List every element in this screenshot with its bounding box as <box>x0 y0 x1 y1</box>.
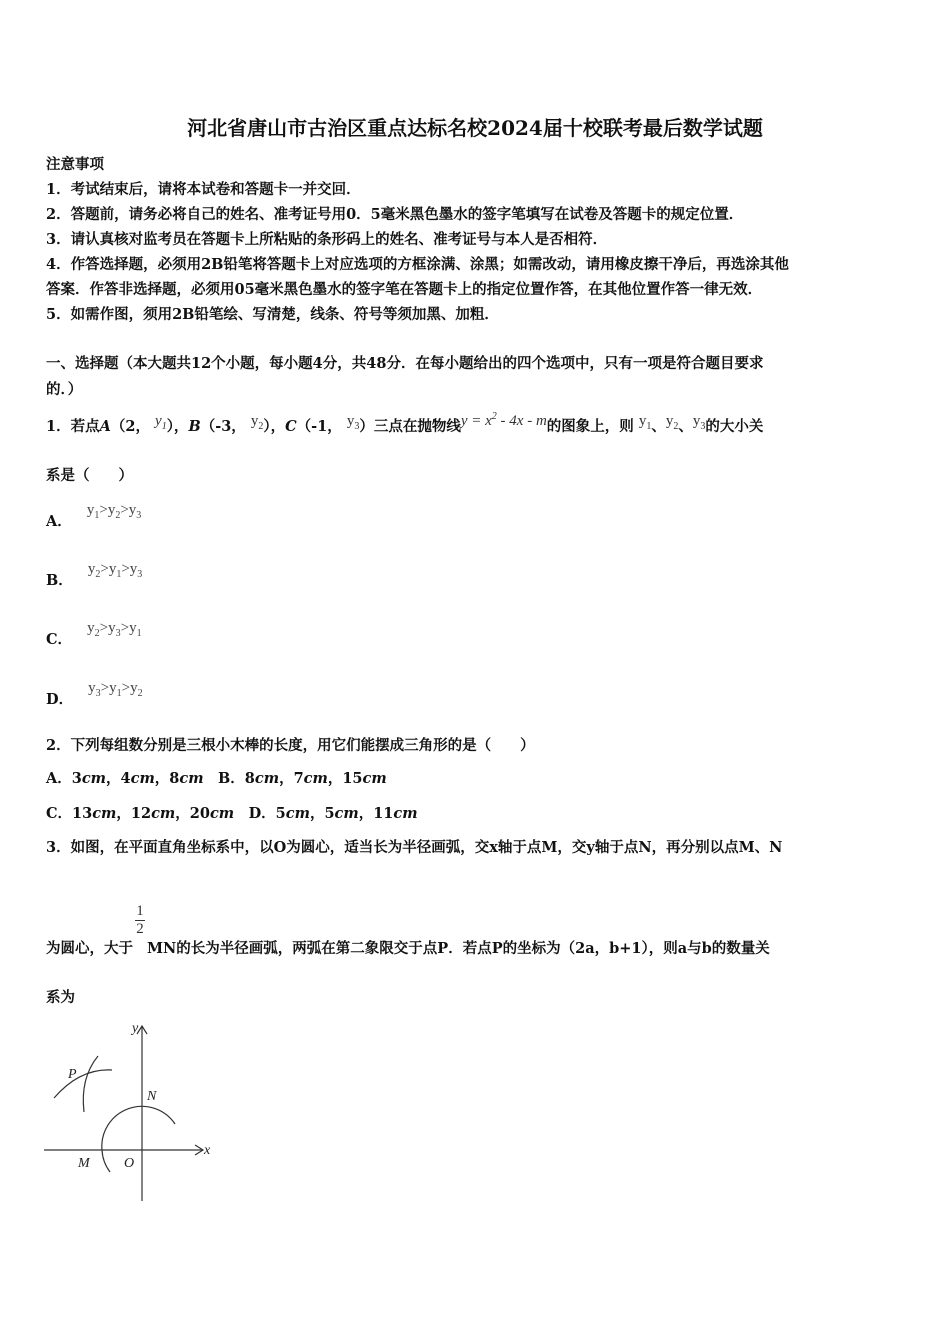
notice-item-4: 4．作答选择题，必须用2B铅笔将答题卡上对应选项的方框涂满、涂黑；如需改动，请用橡皮擦干净后，再选涂其他 <box>46 256 789 273</box>
question-3-stem: 3．如图，在平面直角坐标系中，以O为圆心，适当长为半径画弧，交x轴于点M，交y轴于点N，再分别以点M、N <box>46 839 783 856</box>
notice-item-3: 3．请认真核对监考员在答题卡上所粘贴的条形码上的姓名、准考证号与本人是否相符． <box>46 231 608 248</box>
y3-symbol: $y_3$ <box>346 413 360 432</box>
option-c[interactable]: C． $y_2>y_3>y_1$ <box>46 620 142 648</box>
question-1-stem: 1．若点A（2， $y_1$），B（-3， $y_2$），C（-1， $y_3$）三点在抛物线$y = x^2 - 4x - m$的图象上，则 $y_1$、$y_2$、$y_3$的大小关 <box>46 411 764 435</box>
option-a[interactable]: A． $y_1>y_2>y_3$ <box>46 502 142 530</box>
notice-heading: 注意事项 <box>46 156 104 173</box>
notice-item-2: 2．答题前，请务必将自己的姓名、准考证号用0．5毫米黑色墨水的签字笔填写在试卷及答题卡的规定位置． <box>46 206 744 223</box>
section-heading: 一、选择题（本大题共12个小题，每小题4分，共48分．在每小题给出的四个选项中，只有一项是符合题目要求 <box>46 355 764 372</box>
label-y: y <box>132 1021 139 1036</box>
label-p: P <box>68 1067 77 1082</box>
question-2-options-ab: A．3cm，4cm，8cm B．8cm，7cm，15cm <box>46 770 387 787</box>
page-title: 河北省唐山市古治区重点达标名校2024届十校联考最后数学试题 <box>187 116 763 140</box>
question-2-options-cd: C．13cm，12cm，20cm D．5cm，5cm，11cm <box>46 805 418 822</box>
option-d[interactable]: D． $y_3>y_1>y_2$ <box>46 680 143 708</box>
label-m: M <box>78 1156 90 1171</box>
notice-item-1: 1．考试结束后，请将本试卷和答题卡一并交回． <box>46 181 361 198</box>
coordinate-figure <box>40 1018 220 1208</box>
parabola-equation: $y = x^2 - 4x - m$ <box>460 411 547 429</box>
notice-item-4-cont: 答案．作答非选择题，必须用05毫米黑色墨水的签字笔在答题卡上的指定位置作答，在其他位置作答一律无效． <box>46 281 763 298</box>
label-o: O <box>124 1156 135 1171</box>
question-1-stem-cont: 系是（ ） <box>46 467 133 484</box>
label-x: x <box>204 1143 211 1158</box>
section-heading-cont: 的．） <box>46 381 83 398</box>
y2-symbol: $y_2$ <box>250 413 264 432</box>
y1-symbol: $y_1$ <box>155 413 167 432</box>
arc-from-n <box>83 1056 98 1112</box>
question-3-stem-end: 系为 <box>46 989 75 1006</box>
question-2-stem: 2．下列每组数分别是三根小木棒的长度，用它们能摆成三角形的是（ ） <box>46 737 535 754</box>
arc-center-o-lower <box>102 1150 110 1172</box>
notice-item-5: 5．如需作图，须用2B铅笔绘、写清楚，线条、符号等须加黑、加粗． <box>46 306 499 323</box>
option-b[interactable]: B． $y_2>y_1>y_3$ <box>46 561 143 589</box>
label-n: N <box>147 1089 157 1104</box>
fraction-one-half: $\frac{1}{2}$ <box>136 903 144 937</box>
question-3-stem-cont: 为圆心，大于 $\frac{1}{2}$ MN的长为半径画弧，两弧在第二象限交于点P．若点P的坐标为（2a，b+1），则a与b的数量关 <box>46 903 770 957</box>
arc-center-o <box>102 1106 175 1150</box>
